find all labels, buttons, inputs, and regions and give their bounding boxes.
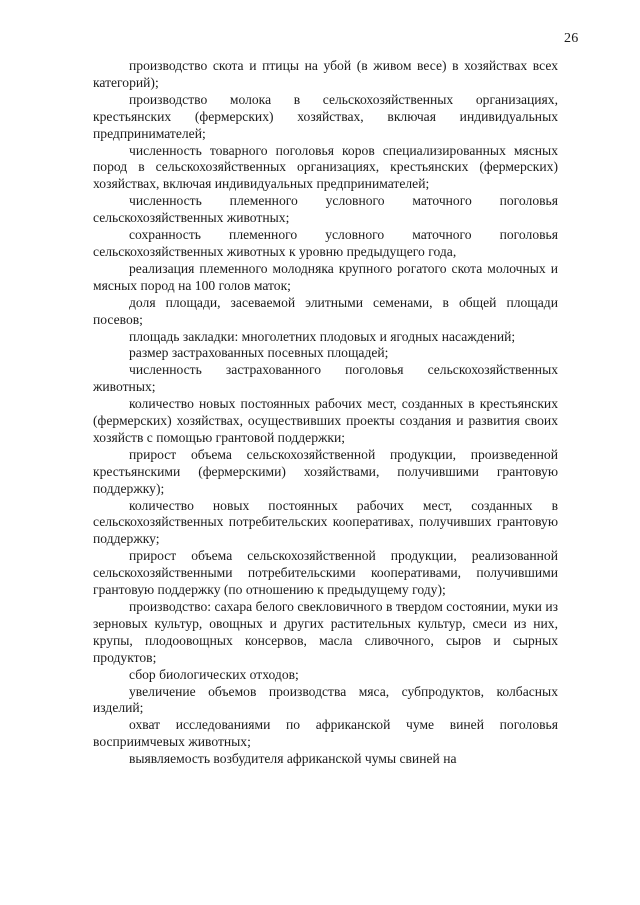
paragraph: площадь закладки: многолетних плодовых и ягодных насаждений; — [129, 328, 516, 344]
paragraph: численность племенного условного маточного поголовья сельскохозяйственных животных; — [93, 193, 558, 226]
document-body — [93, 58, 558, 768]
paragraph: производство молока в сельскохозяйственных организациях, крестьянских (фермерских) хозяйствах, включая индивидуальных предпринимателей; — [93, 91, 558, 141]
paragraph: количество новых постоянных рабочих мест, созданных в сельскохозяйственных потребительских кооперативах, получивших грантовую поддержку; — [93, 497, 558, 547]
paragraph: увеличение объемов производства мяса, субпродуктов, колбасных изделий; — [93, 683, 558, 716]
paragraph: производство: сахара белого свекловичного в твердом состоянии, муки из зерновых культур, овощных и других растительных культур, смеси из них, крупы, плодоовощных консервов, масла сливочного, сыров и сырных продуктов; — [93, 599, 558, 665]
paragraph: охват исследованиями по африканской чуме виней поголовья восприимчевых животных; — [93, 717, 558, 750]
paragraph: сохранность племенного условного маточного поголовья сельскохозяйственных животных к уровню предыдущего года, — [93, 227, 558, 259]
paragraph: количество новых постоянных рабочих мест, созданных в крестьянских (фермерских) хозяйствах, осуществивших проекты создания и развития своих хозяйств с помощью грантовой поддержки; — [93, 396, 558, 445]
paragraph: выявляемость возбудителя африканской чумы свиней на — [129, 751, 457, 767]
page-number: 26 — [564, 31, 579, 46]
paragraph: производство скота и птицы на убой (в живом весе) в хозяйствах всех категорий); — [93, 58, 558, 90]
paragraph: сбор биологических отходов; — [129, 666, 299, 682]
paragraph: прирост объема сельскохозяйственной продукции, произведенной крестьянскими (фермерскими) хозяйствами, получившими грантовую поддержку); — [93, 446, 558, 496]
paragraph: прирост объема сельскохозяйственной продукции, реализованной сельскохозяйственными потребительскими кооперативами, получившими грантовую поддержку (по отношению к предыдущему году); — [93, 548, 558, 598]
paragraph: реализация племенного молодняка крупного рогатого скота молочных и мясных пород на 100 голов маток; — [93, 260, 558, 293]
paragraph: численность товарного поголовья коров специализированных мясных пород в сельскохозяйственных организациях, крестьянских (фермерских) хозяйствах, включая индивидуальных предпринимателей; — [93, 142, 558, 192]
paragraph: размер застрахованных посевных площадей; — [129, 345, 389, 361]
paragraph: численность застрахованного поголовья сельскохозяйственных животных; — [93, 362, 558, 395]
paragraph: доля площади, засеваемой элитными семенами, в общей площади посевов; — [93, 294, 558, 327]
